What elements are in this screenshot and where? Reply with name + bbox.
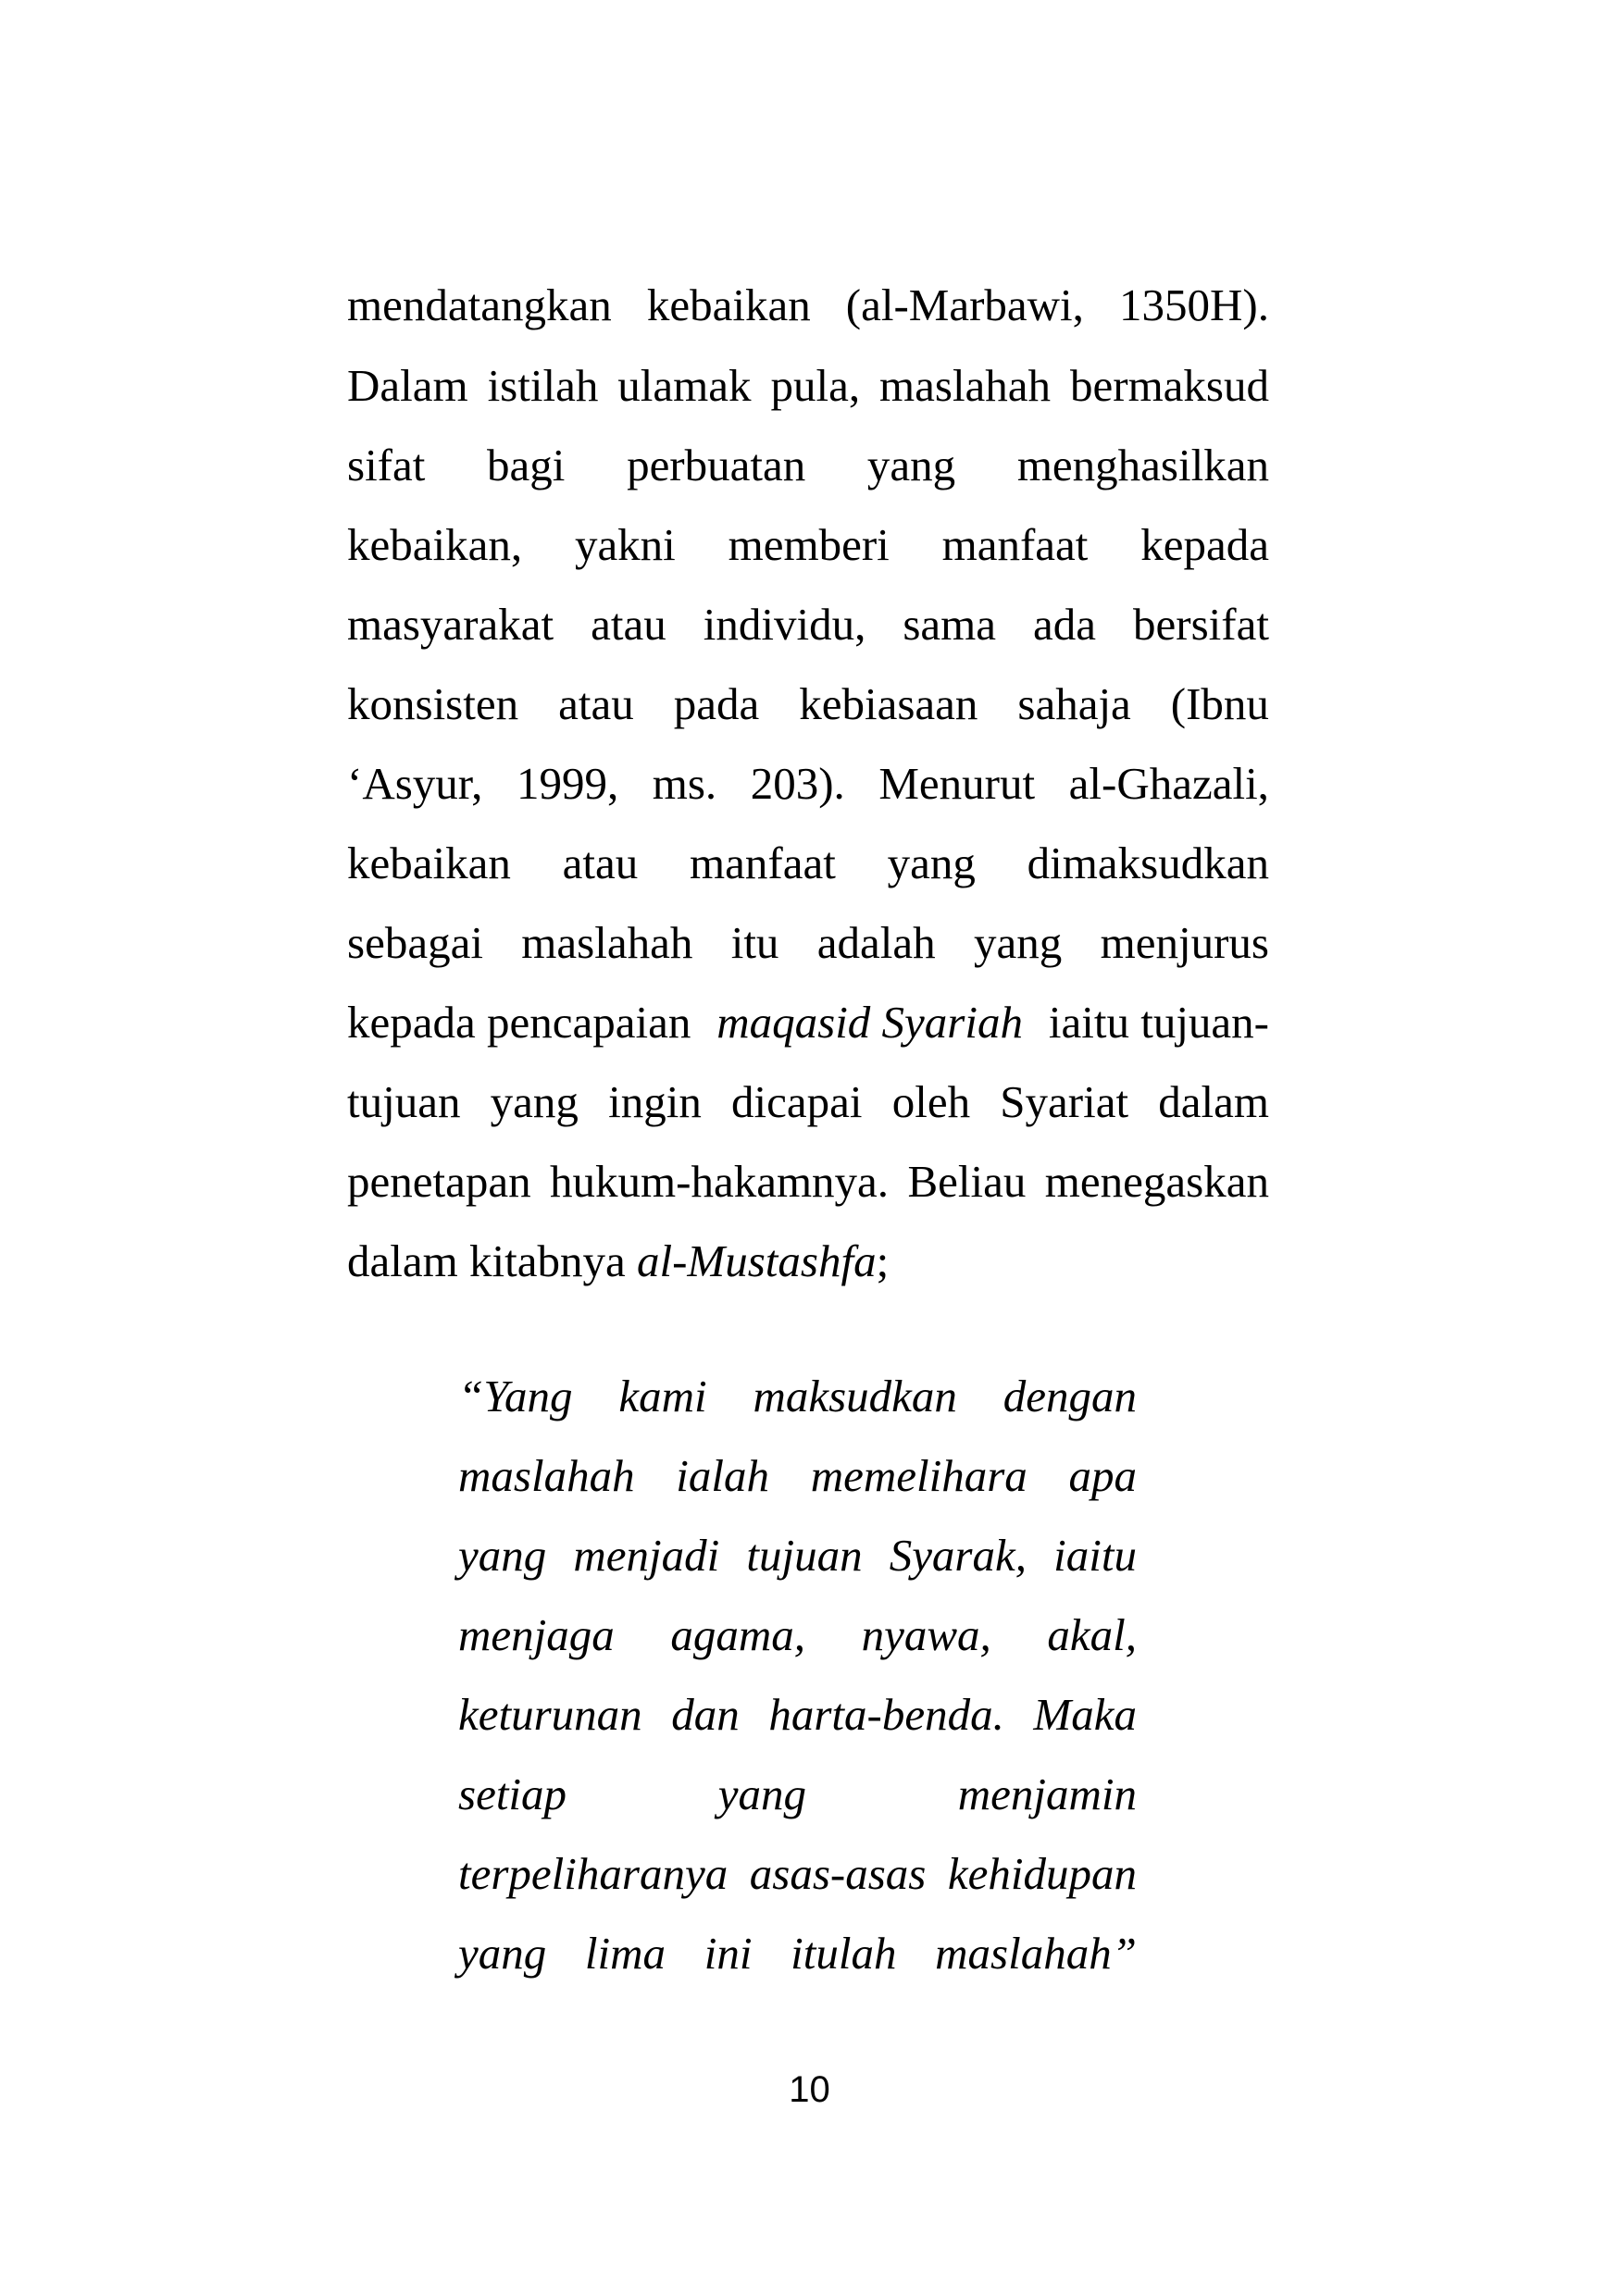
word: apa: [1068, 1450, 1137, 1501]
word: menjurus: [1100, 917, 1269, 968]
word: maslahah”: [935, 1928, 1137, 1979]
quote-line: [458, 1846, 1137, 1902]
text-line: [347, 836, 1269, 891]
word: menjadi: [573, 1530, 720, 1581]
word: dimaksudkan: [1027, 838, 1269, 888]
text-segment: dalam kitabnya: [347, 1235, 626, 1286]
word: ulamak: [617, 360, 752, 411]
word: ms.: [652, 758, 717, 809]
word: ialah: [676, 1450, 770, 1501]
word: hukum-hakamnya.: [550, 1156, 890, 1207]
word: yang: [887, 838, 976, 888]
word: yang: [866, 440, 956, 490]
word: maslahah: [521, 917, 693, 968]
word: harta-benda.: [768, 1689, 1004, 1740]
word: sama: [903, 599, 997, 650]
word: bagi: [487, 440, 566, 490]
word: tujuan: [746, 1530, 863, 1581]
word: ingin: [608, 1076, 702, 1127]
word: kebiasaan: [799, 678, 978, 729]
word: menegaskan: [1044, 1156, 1269, 1207]
word: kebaikan: [646, 279, 811, 330]
text-segment: iaitu tujuan-: [1048, 997, 1269, 1048]
word: (Ibnu: [1170, 678, 1269, 729]
word: setiap: [458, 1769, 567, 1819]
word: konsisten: [347, 678, 519, 729]
word: kami: [618, 1371, 707, 1421]
word: Dalam: [347, 360, 468, 411]
word: masyarakat: [347, 599, 554, 650]
word: maslahah: [458, 1450, 635, 1501]
word: ‘Asyur,: [347, 758, 483, 809]
word: ada: [1033, 599, 1097, 650]
quote-line: [458, 1767, 1137, 1822]
word: individu,: [703, 599, 866, 650]
word: menjaga: [458, 1609, 615, 1660]
word: itu: [730, 917, 779, 968]
word: menjamin: [957, 1769, 1137, 1819]
word: akal,: [1047, 1609, 1137, 1660]
text-line: [347, 438, 1269, 493]
word: 203).: [750, 758, 845, 809]
word: atau: [591, 599, 666, 650]
word: sifat: [347, 440, 426, 490]
word: yang: [458, 1928, 547, 1979]
word: istilah: [487, 360, 599, 411]
word: yakni: [574, 519, 676, 570]
word: pada: [673, 678, 760, 729]
quote-line: [458, 1369, 1137, 1424]
word: dalam: [1158, 1076, 1269, 1127]
word: lima: [584, 1928, 666, 1979]
word: sahaja: [1017, 678, 1131, 729]
text-line: [347, 358, 1269, 414]
text-line: [347, 1074, 1269, 1130]
word: kebaikan: [347, 838, 511, 888]
word: perbuatan: [627, 440, 806, 490]
text-segment: kepada pencapaian: [347, 997, 691, 1048]
word: pula,: [770, 360, 861, 411]
quote-line: [458, 1926, 1137, 1981]
word: (al-Marbawi,: [845, 279, 1084, 330]
word: manfaat: [690, 838, 836, 888]
word: al-Ghazali,: [1068, 758, 1269, 809]
word: memelihara: [810, 1450, 1027, 1501]
word: atau: [562, 838, 639, 888]
text-line-last: [347, 1234, 1269, 1289]
text-line-with-term: [347, 995, 1269, 1050]
word: dan: [671, 1689, 740, 1740]
quote-line: [458, 1687, 1137, 1743]
word: ini: [704, 1928, 753, 1979]
word: menghasilkan: [1016, 440, 1269, 490]
word: itulah: [791, 1928, 897, 1979]
italic-term: al-Mustashfa: [636, 1235, 877, 1286]
word: “Yang: [458, 1371, 573, 1421]
text-line: [347, 756, 1269, 812]
quote-line: [458, 1448, 1137, 1504]
word: Beliau: [907, 1156, 1027, 1207]
text-line: [347, 517, 1269, 573]
word: yang: [458, 1530, 547, 1581]
word: bermaksud: [1070, 360, 1269, 411]
quote-line: [458, 1607, 1137, 1663]
word: yang: [974, 917, 1063, 968]
word: Menurut: [878, 758, 1036, 809]
word: Syarak,: [889, 1530, 1027, 1581]
word: manfaat: [941, 519, 1089, 570]
word: tujuan: [347, 1076, 461, 1127]
word: memberi: [728, 519, 890, 570]
word: 1350H).: [1119, 279, 1269, 330]
word: terpeliharanya: [458, 1848, 729, 1899]
word: kebaikan,: [347, 519, 523, 570]
word: iaitu: [1053, 1530, 1137, 1581]
text-line: [347, 676, 1269, 732]
word: maksudkan: [753, 1371, 957, 1421]
word: dicapai: [731, 1076, 863, 1127]
word: sebagai: [347, 917, 483, 968]
text-line: [347, 1154, 1269, 1210]
word: Maka: [1033, 1689, 1137, 1740]
word: yang: [490, 1076, 579, 1127]
word: dengan: [1003, 1371, 1137, 1421]
word: adalah: [816, 917, 936, 968]
word: nyawa,: [861, 1609, 991, 1660]
page-number: 10: [789, 2069, 830, 2110]
text-line: [347, 278, 1269, 333]
word: penetapan: [347, 1156, 531, 1207]
word: maslahah: [879, 360, 1052, 411]
word: yang: [717, 1769, 807, 1819]
word: kehidupan: [947, 1848, 1137, 1899]
word: keturunan: [458, 1689, 642, 1740]
word: Syariat: [1000, 1076, 1129, 1127]
word: oleh: [891, 1076, 971, 1127]
word: kepada: [1140, 519, 1269, 570]
text-line: [347, 597, 1269, 652]
word: agama,: [670, 1609, 805, 1660]
text-segment: ;: [876, 1235, 890, 1286]
word: atau: [558, 678, 634, 729]
word: 1999,: [516, 758, 619, 809]
text-line: [347, 915, 1269, 971]
word: mendatangkan: [347, 279, 612, 330]
italic-term: maqasid Syariah: [716, 997, 1023, 1048]
word: asas-asas: [749, 1848, 927, 1899]
quote-line: [458, 1528, 1137, 1583]
word: bersifat: [1133, 599, 1269, 650]
